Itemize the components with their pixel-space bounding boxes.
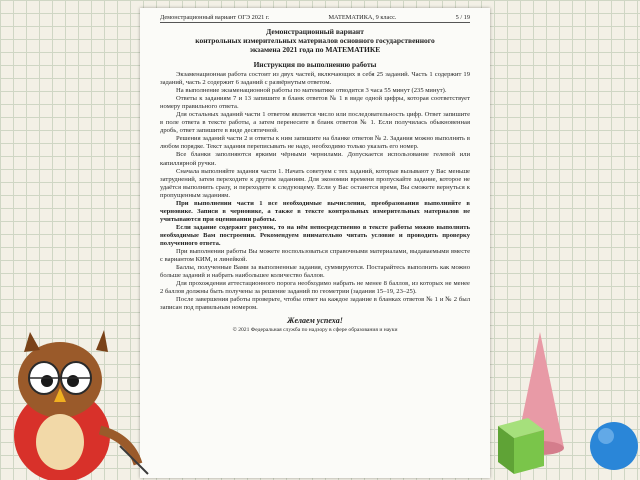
header-left: Демонстрационный вариант ОГЭ 2021 г. bbox=[160, 14, 270, 21]
paragraph-bold: При выполнении части 1 все необходимые вычисления, преобразования выполняйте в черновике. Записи в черновике, а также в тексте контрольных измерительных материалов не учитываются при оценивании работы. bbox=[160, 199, 470, 223]
paragraph: Решения заданий части 2 и ответы к ним запишите на бланке ответов № 2. Задания можно выполнять в любом порядке. Текст задания переписывать не надо, необходимо только указать его номер. bbox=[160, 135, 470, 151]
paragraph: Сначала выполняйте задания части 1. Начать советуем с тех заданий, которые вызывают у Вас меньше затруднений, затем переходите к другим заданиям. Для экономии времени пропускайте задание, которое не удаётся выполнить сразу, и переходите к следующему. Если у Вас останется время, Вы сможете вернуться к пропущенным заданиям. bbox=[160, 167, 470, 199]
copyright-footer: © 2021 Федеральная служба по надзору в сфере образования и науки bbox=[232, 327, 398, 334]
paragraph: После завершения работы проверьте, чтобы ответ на каждое задание в бланках ответов № 1 и № 2 был записан под правильным номером. bbox=[160, 296, 470, 312]
owl-illustration-icon bbox=[0, 318, 150, 480]
paragraph: При выполнении работы Вы можете воспользоваться справочными материалами, выдаваемыми вместе с вариантом КИМ, и линейкой. bbox=[160, 248, 470, 264]
header-page-number: 5 / 19 bbox=[455, 14, 470, 21]
paragraph: На выполнение экзаменационной работы по математике отводится 3 часа 55 минут (235 минут). bbox=[176, 87, 447, 95]
section-title: Инструкция по выполнению работы bbox=[253, 60, 377, 69]
paragraph-bold: Если задание содержит рисунок, то на нём непосредственно в тексте работы можно выполнять необходимые Вам построения. Рекомендуем внимательно читать условие и проводить проверку полученного ответа. bbox=[160, 223, 470, 247]
title-line-1: Демонстрационный вариант bbox=[266, 27, 364, 36]
paragraph: Для остальных заданий части 1 ответом является число или последовательность цифр. Ответ запишите в поле ответа в тексте работы, а затем перенесите в бланк ответов № 1. Если получилась обыкновенная дробь, ответ запишите в виде десятичной. bbox=[160, 111, 470, 135]
paragraph: Для прохождения аттестационного порога необходимо набрать не менее 8 баллов, из которых не менее 2 баллов должны быть получены за решение заданий по геометрии (задания 15–19, 23–25). bbox=[160, 280, 470, 296]
closing-wish: Желаем успеха! bbox=[287, 316, 343, 326]
paragraph: Ответы к заданиям 7 и 13 запишите в бланк ответов № 1 в виде одной цифры, которая соответствует номеру правильного ответа. bbox=[160, 95, 470, 111]
sphere-shape-icon bbox=[590, 422, 638, 470]
paragraph: Баллы, полученные Вами за выполненные задания, суммируются. Постарайтесь выполнить как можно больше заданий и набрать наибольшее количество баллов. bbox=[160, 264, 470, 280]
title-line-2: контрольных измерительных материалов основного государственного bbox=[195, 36, 435, 45]
header-center: МАТЕМАТИКА, 9 класс. bbox=[328, 14, 397, 21]
paragraph: Все бланки заполняются яркими чёрными чернилами. Допускается использование гелевой или капиллярной ручки. bbox=[160, 151, 470, 167]
document-title bbox=[160, 27, 470, 54]
title-line-3: экзамена 2021 года по МАТЕМАТИКЕ bbox=[249, 45, 381, 54]
paragraph: Экзаменационная работа состоит из двух частей, включающих в себя 25 заданий. Часть 1 содержит 19 заданий, часть 2 содержит 6 заданий с развёрнутым ответом. bbox=[160, 71, 470, 87]
geometric-shapes bbox=[488, 330, 640, 480]
document-page bbox=[140, 8, 490, 478]
cube-shape-icon bbox=[498, 418, 544, 474]
running-header bbox=[160, 14, 470, 23]
